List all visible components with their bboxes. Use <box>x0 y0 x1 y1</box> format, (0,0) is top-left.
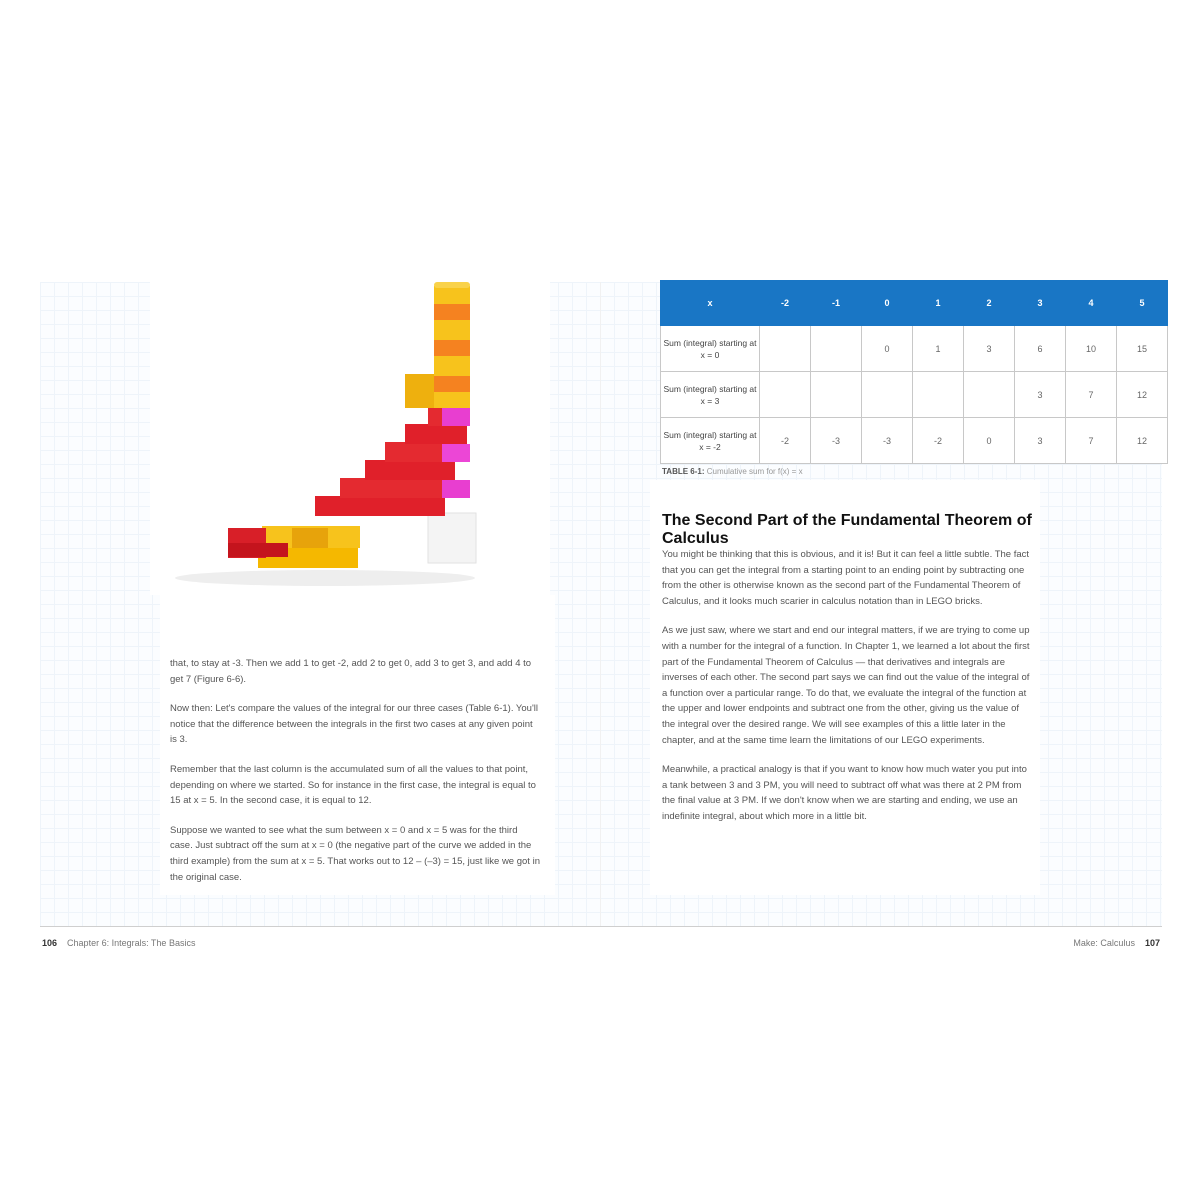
table-row <box>661 418 1168 464</box>
table-header-cell: 0 <box>862 281 913 326</box>
row-label: Sum (integral) starting at x = 0 <box>661 326 760 372</box>
paragraph: Suppose we wanted to see what the sum between x = 0 and x = 5 was for the third case. Just subtract off the sum at x = 0 (the negative part of the curve we added in the third example) from the sum at x = 5. That works out to 12 – (–3) = 15, just like we got in the original case. <box>170 824 540 883</box>
table-cell: 0 <box>862 326 913 372</box>
right-body-text <box>662 547 1032 839</box>
page-number: 107 <box>1144 938 1160 948</box>
table-header-cell: 2 <box>964 281 1015 326</box>
table-cell: -3 <box>862 418 913 464</box>
table-cell: 10 <box>1066 326 1117 372</box>
table-cell: 12 <box>1117 418 1168 464</box>
table-header-cell: 3 <box>1015 281 1066 326</box>
running-head: Make: Calculus <box>1073 938 1135 948</box>
table-header-cell: x <box>661 281 760 326</box>
running-head: Chapter 6: Integrals: The Basics <box>67 938 196 948</box>
table-header-cell: 4 <box>1066 281 1117 326</box>
section-heading: The Second Part of the Fundamental Theorem of Calculus <box>662 512 1032 547</box>
table-row <box>661 372 1168 418</box>
table-cell <box>760 326 811 372</box>
table-cell: 7 <box>1066 418 1117 464</box>
table-cell: -2 <box>760 418 811 464</box>
lego-brick-figure <box>150 278 490 588</box>
table-cell <box>913 372 964 418</box>
right-footer <box>1073 938 1160 948</box>
table-header-cell: -2 <box>760 281 811 326</box>
table-cell: 12 <box>1117 372 1168 418</box>
table-cell: -2 <box>913 418 964 464</box>
paragraph: Meanwhile, a practical analogy is that if you want to know how much water you put into a tank between 3 and 3 PM, you will need to subtract off what was there at 2 PM from the final value at 3 PM. If we don't know when we are starting and ending, we use an indefinite integral, about which more in a little bit. <box>662 764 1027 822</box>
table-caption-text: Cumulative sum for f(x) = x <box>706 467 803 476</box>
paragraph: As we just saw, where we start and end our integral matters, if we are trying to come up with a number for the integral of a function. In Chapter 1, we learned a lot about the first part of the Fundamental Theorem of Calculus — that derivatives and integrals are inverses of each other. The second part says we can find out the value of the integral of a function over a particular range. To do that, we evaluate the integral of the function at the upper and lower endpoints and subtract one from the other, giving us the value of the integral over the desired range. We will see examples of this a little later in the chapter, and at the same time learn the limitations of our LEGO experiments. <box>662 625 1030 746</box>
book-gutter <box>600 282 601 927</box>
table-row <box>661 326 1168 372</box>
row-label: Sum (integral) starting at x = 3 <box>661 372 760 418</box>
table-cell: 15 <box>1117 326 1168 372</box>
table-cell <box>862 372 913 418</box>
paragraph: Now then: Let's compare the values of the integral for our three cases (Table 6-1). You'll notice that the difference between the integrals in the first two cases at any given point is 3. <box>170 703 538 746</box>
table-cell <box>964 372 1015 418</box>
table-header-cell: 1 <box>913 281 964 326</box>
table-cell: -3 <box>811 418 862 464</box>
table-caption-label: TABLE 6-1: <box>662 467 705 476</box>
paragraph: You might be thinking that this is obvious, and it is! But it can feel a little subtle. The fact that you can get the integral from a starting point to an ending point by subtracting one from the other is otherwise known as the second part of the Fundamental Theorem of Calculus, and it looks much scarier in calculus notation than in LEGO bricks. <box>662 549 1030 607</box>
paragraph: that, to stay at -3. Then we add 1 to get -2, add 2 to get 0, add 3 to get 3, and add 4 to get 7 (Figure 6-6). <box>170 658 532 685</box>
table-cell <box>811 372 862 418</box>
left-footer <box>42 938 195 948</box>
table-header-row <box>661 281 1168 326</box>
cumulative-sum-table <box>660 280 1168 464</box>
page-number: 106 <box>42 938 58 948</box>
table-cell <box>811 326 862 372</box>
table-caption <box>662 467 803 476</box>
row-label: Sum (integral) starting at x = -2 <box>661 418 760 464</box>
paragraph: Remember that the last column is the accumulated sum of all the values to that point, depending on where we started. So for instance in the first case, the integral is equal to 15 at x = 5. In the second case, it is equal to 12. <box>170 763 536 807</box>
table-cell: 3 <box>1015 372 1066 418</box>
table-cell <box>760 372 811 418</box>
table-cell: 1 <box>913 326 964 372</box>
table-header-cell: 5 <box>1117 281 1168 326</box>
left-body-text <box>170 656 540 899</box>
table-cell: 3 <box>1015 418 1066 464</box>
table-cell: 0 <box>964 418 1015 464</box>
footer-rule <box>40 926 1162 927</box>
table-header-cell: -1 <box>811 281 862 326</box>
table-cell: 3 <box>964 326 1015 372</box>
table-cell: 6 <box>1015 326 1066 372</box>
table-cell: 7 <box>1066 372 1117 418</box>
